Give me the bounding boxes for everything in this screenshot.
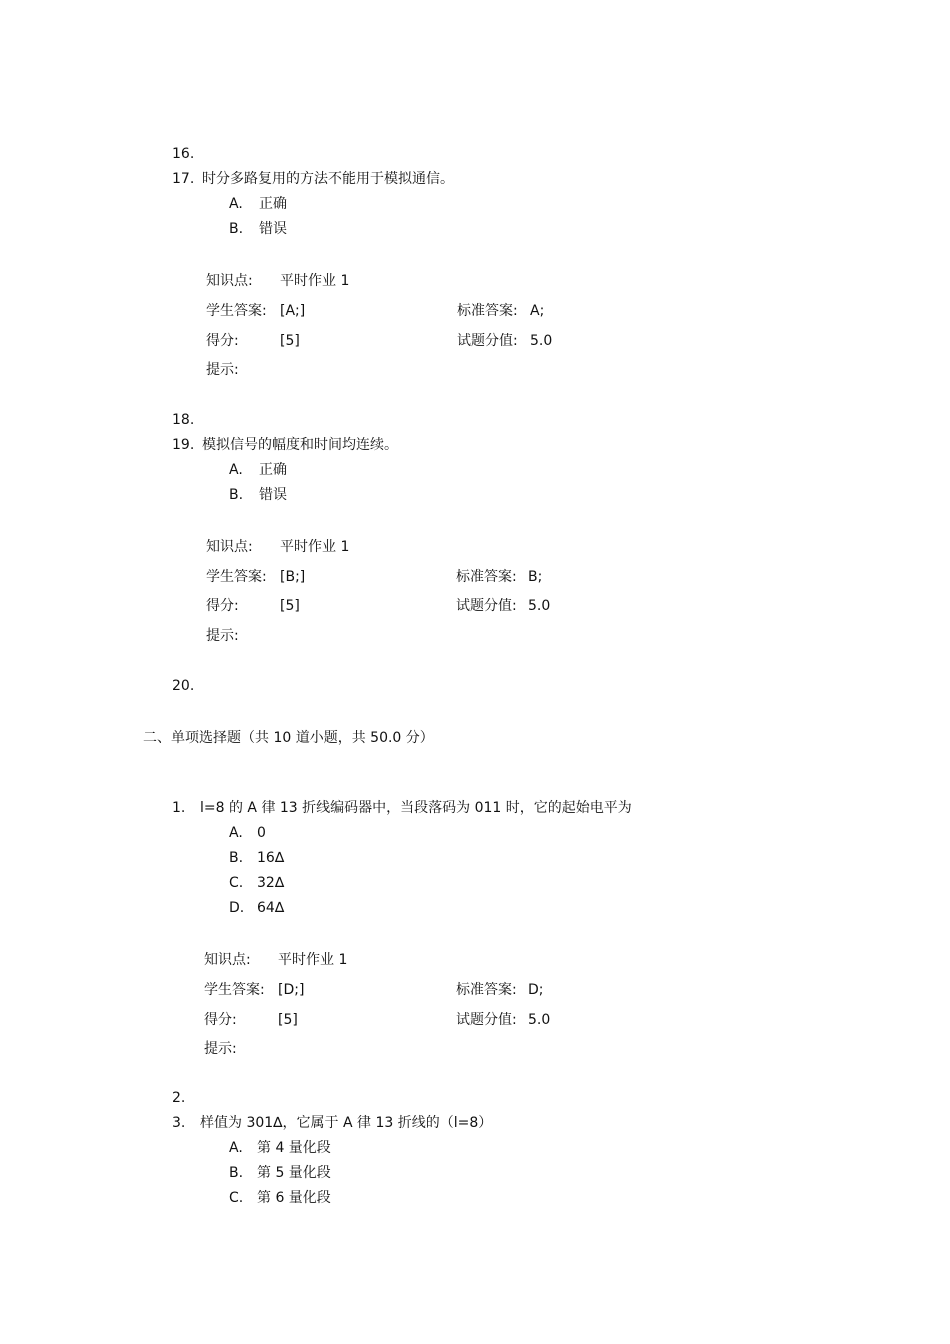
student-answer-label: 学生答案: (206, 303, 267, 319)
knowledge-value: 平时作业 1 (280, 273, 350, 289)
option-text: 错误 (259, 221, 287, 237)
points-value: 5.0 (528, 1012, 551, 1028)
standard-answer-value: A; (530, 303, 545, 319)
option-text: 第 6 量化段 (257, 1190, 331, 1206)
option-text: 第 4 量化段 (257, 1140, 331, 1156)
knowledge-label: 知识点: (204, 952, 251, 968)
option-text: 错误 (259, 487, 287, 503)
option-letter: A. (229, 462, 243, 478)
option-text: 正确 (259, 196, 287, 212)
score-label: 得分: (204, 1012, 237, 1028)
hint-label: 提示: (206, 362, 239, 378)
section-heading: 二、单项选择题（共 10 道小题，共 50.0 分） (143, 730, 434, 746)
standard-answer-label: 标准答案: (457, 303, 518, 319)
option-letter: B. (229, 487, 244, 503)
option-letter: C. (229, 1190, 244, 1206)
option-letter: A. (229, 1140, 243, 1156)
question-number: 3. (172, 1115, 186, 1131)
knowledge-label: 知识点: (206, 539, 253, 555)
option-letter: B. (229, 1165, 244, 1181)
student-answer-value: [D;] (278, 982, 305, 998)
question-number: 19. (172, 437, 195, 453)
option-letter: A. (229, 825, 243, 841)
option-text: 0 (257, 825, 266, 841)
question-number: 20. (172, 678, 195, 694)
option-letter: C. (229, 875, 244, 891)
student-answer-value: [B;] (280, 569, 306, 585)
points-value: 5.0 (528, 598, 551, 614)
option-text: 16∆ (257, 850, 285, 866)
option-letter: A. (229, 196, 243, 212)
question-stem: 样值为 301∆，它属于 A 律 13 折线的（l=8） (200, 1115, 493, 1131)
option-text: 正确 (259, 462, 287, 478)
question-stem: 时分多路复用的方法不能用于模拟通信。 (202, 171, 454, 187)
points-label: 试题分值: (456, 1012, 517, 1028)
question-number: 16. (172, 146, 195, 162)
hint-label: 提示: (204, 1041, 237, 1057)
option-text: 32∆ (257, 875, 285, 891)
student-answer-label: 学生答案: (204, 982, 265, 998)
option-letter: D. (229, 900, 245, 916)
option-text: 64∆ (257, 900, 285, 916)
standard-answer-label: 标准答案: (456, 982, 517, 998)
question-number: 18. (172, 412, 195, 428)
student-answer-label: 学生答案: (206, 569, 267, 585)
standard-answer-value: B; (528, 569, 543, 585)
standard-answer-label: 标准答案: (456, 569, 517, 585)
student-answer-value: [A;] (280, 303, 306, 319)
points-label: 试题分值: (457, 333, 518, 349)
score-value: [5] (280, 598, 300, 614)
score-value: [5] (278, 1012, 298, 1028)
knowledge-value: 平时作业 1 (278, 952, 348, 968)
score-value: [5] (280, 333, 300, 349)
question-stem: 模拟信号的幅度和时间均连续。 (202, 437, 398, 453)
knowledge-label: 知识点: (206, 273, 253, 289)
hint-label: 提示: (206, 628, 239, 644)
score-label: 得分: (206, 333, 239, 349)
question-number: 1. (172, 800, 186, 816)
option-text: 第 5 量化段 (257, 1165, 331, 1181)
points-label: 试题分值: (456, 598, 517, 614)
standard-answer-value: D; (528, 982, 544, 998)
option-letter: B. (229, 850, 244, 866)
score-label: 得分: (206, 598, 239, 614)
knowledge-value: 平时作业 1 (280, 539, 350, 555)
question-number: 2. (172, 1090, 186, 1106)
points-value: 5.0 (530, 333, 553, 349)
question-number: 17. (172, 171, 195, 187)
question-stem: l=8 的 A 律 13 折线编码器中，当段落码为 011 时，它的起始电平为 (200, 800, 632, 816)
option-letter: B. (229, 221, 244, 237)
